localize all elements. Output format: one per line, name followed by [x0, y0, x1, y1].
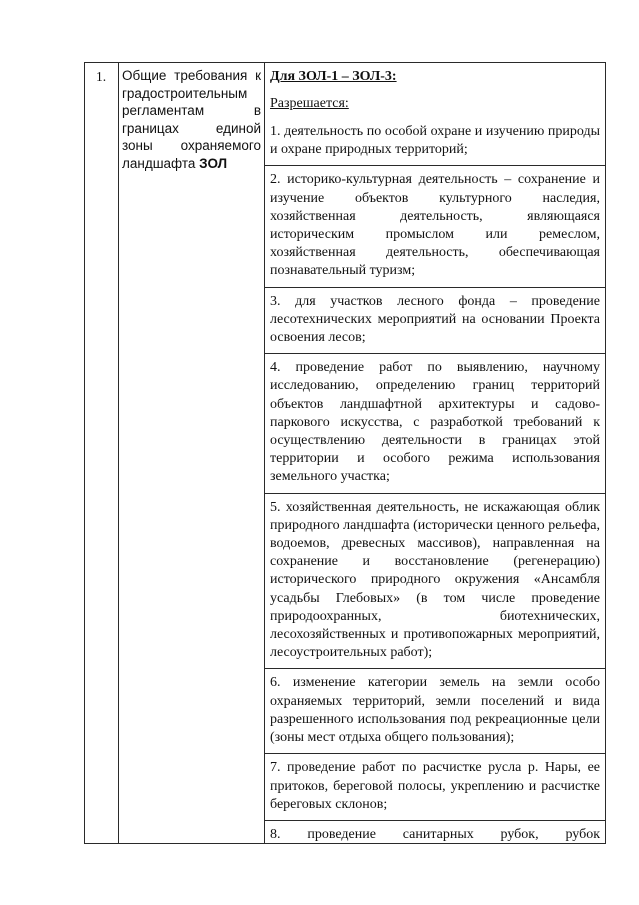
requirement-cell: [119, 63, 265, 844]
requirement-text: Общие требования к градостроительным регламентам в границах единой зоны охраняемого ландшафта: [122, 68, 261, 171]
list-item: 1. деятельность по особой охране и изучению природы и охране природных территорий;: [270, 124, 600, 158]
zone-header: Для ЗОЛ-1 – ЗОЛ-3:: [270, 69, 397, 84]
list-item: 2. историко-культурная деятельность – сохранение и изучение объектов культурного наследия, хозяйственная деятельность, являющаяся историческим промыслом или ремеслом, хозяйственная деятельность, обеспечивающая познавательный туризм;: [265, 165, 605, 286]
list-item: 6. изменение категории земель на земли особо охраняемых территорий, земли поселений и вида разрешенного использования под рекреационные цели (зоны мест отдыха общего пользования);: [265, 668, 605, 753]
list-item: 4. проведение работ по выявлению, научному исследованию, определению границ территорий объектов ландшафтной архитектуры и садово-паркового искусства, с разработкой требований к осуществлению деятельности в границах этой территории и особого режима использования земельного участка;: [265, 353, 605, 492]
rules-cell: [265, 63, 606, 844]
list-item: 7. проведение работ по расчистке русла р. Нары, ее притоков, береговой полосы, укреплению и расчистке береговых склонов;: [265, 753, 605, 820]
requirement-zone-code: ЗОЛ: [199, 155, 228, 171]
table-row: [85, 63, 606, 844]
list-item: 8. проведение санитарных рубок, рубок: [265, 820, 605, 843]
allowed-label: Разрешается:: [270, 96, 349, 111]
row-number: 1.: [85, 63, 119, 844]
regulation-table: [84, 62, 606, 844]
list-item: 3. для участков лесного фонда – проведение лесотехнических мероприятий на основании Проекта освоения лесов;: [265, 287, 605, 354]
list-item: 5. хозяйственная деятельность, не искажающая облик природного ландшафта (исторически ценного рельефа, водоемов, древесных массивов), направленная на сохранение и восстановление (регенерацию) исторического природного окружения «Ансамбля усадьбы Глебовых» (в том числе проведение природоохранных, биотехнических, лесохозяйственных и противопожарных мероприятий, лесоустроительных работ);: [265, 493, 605, 669]
